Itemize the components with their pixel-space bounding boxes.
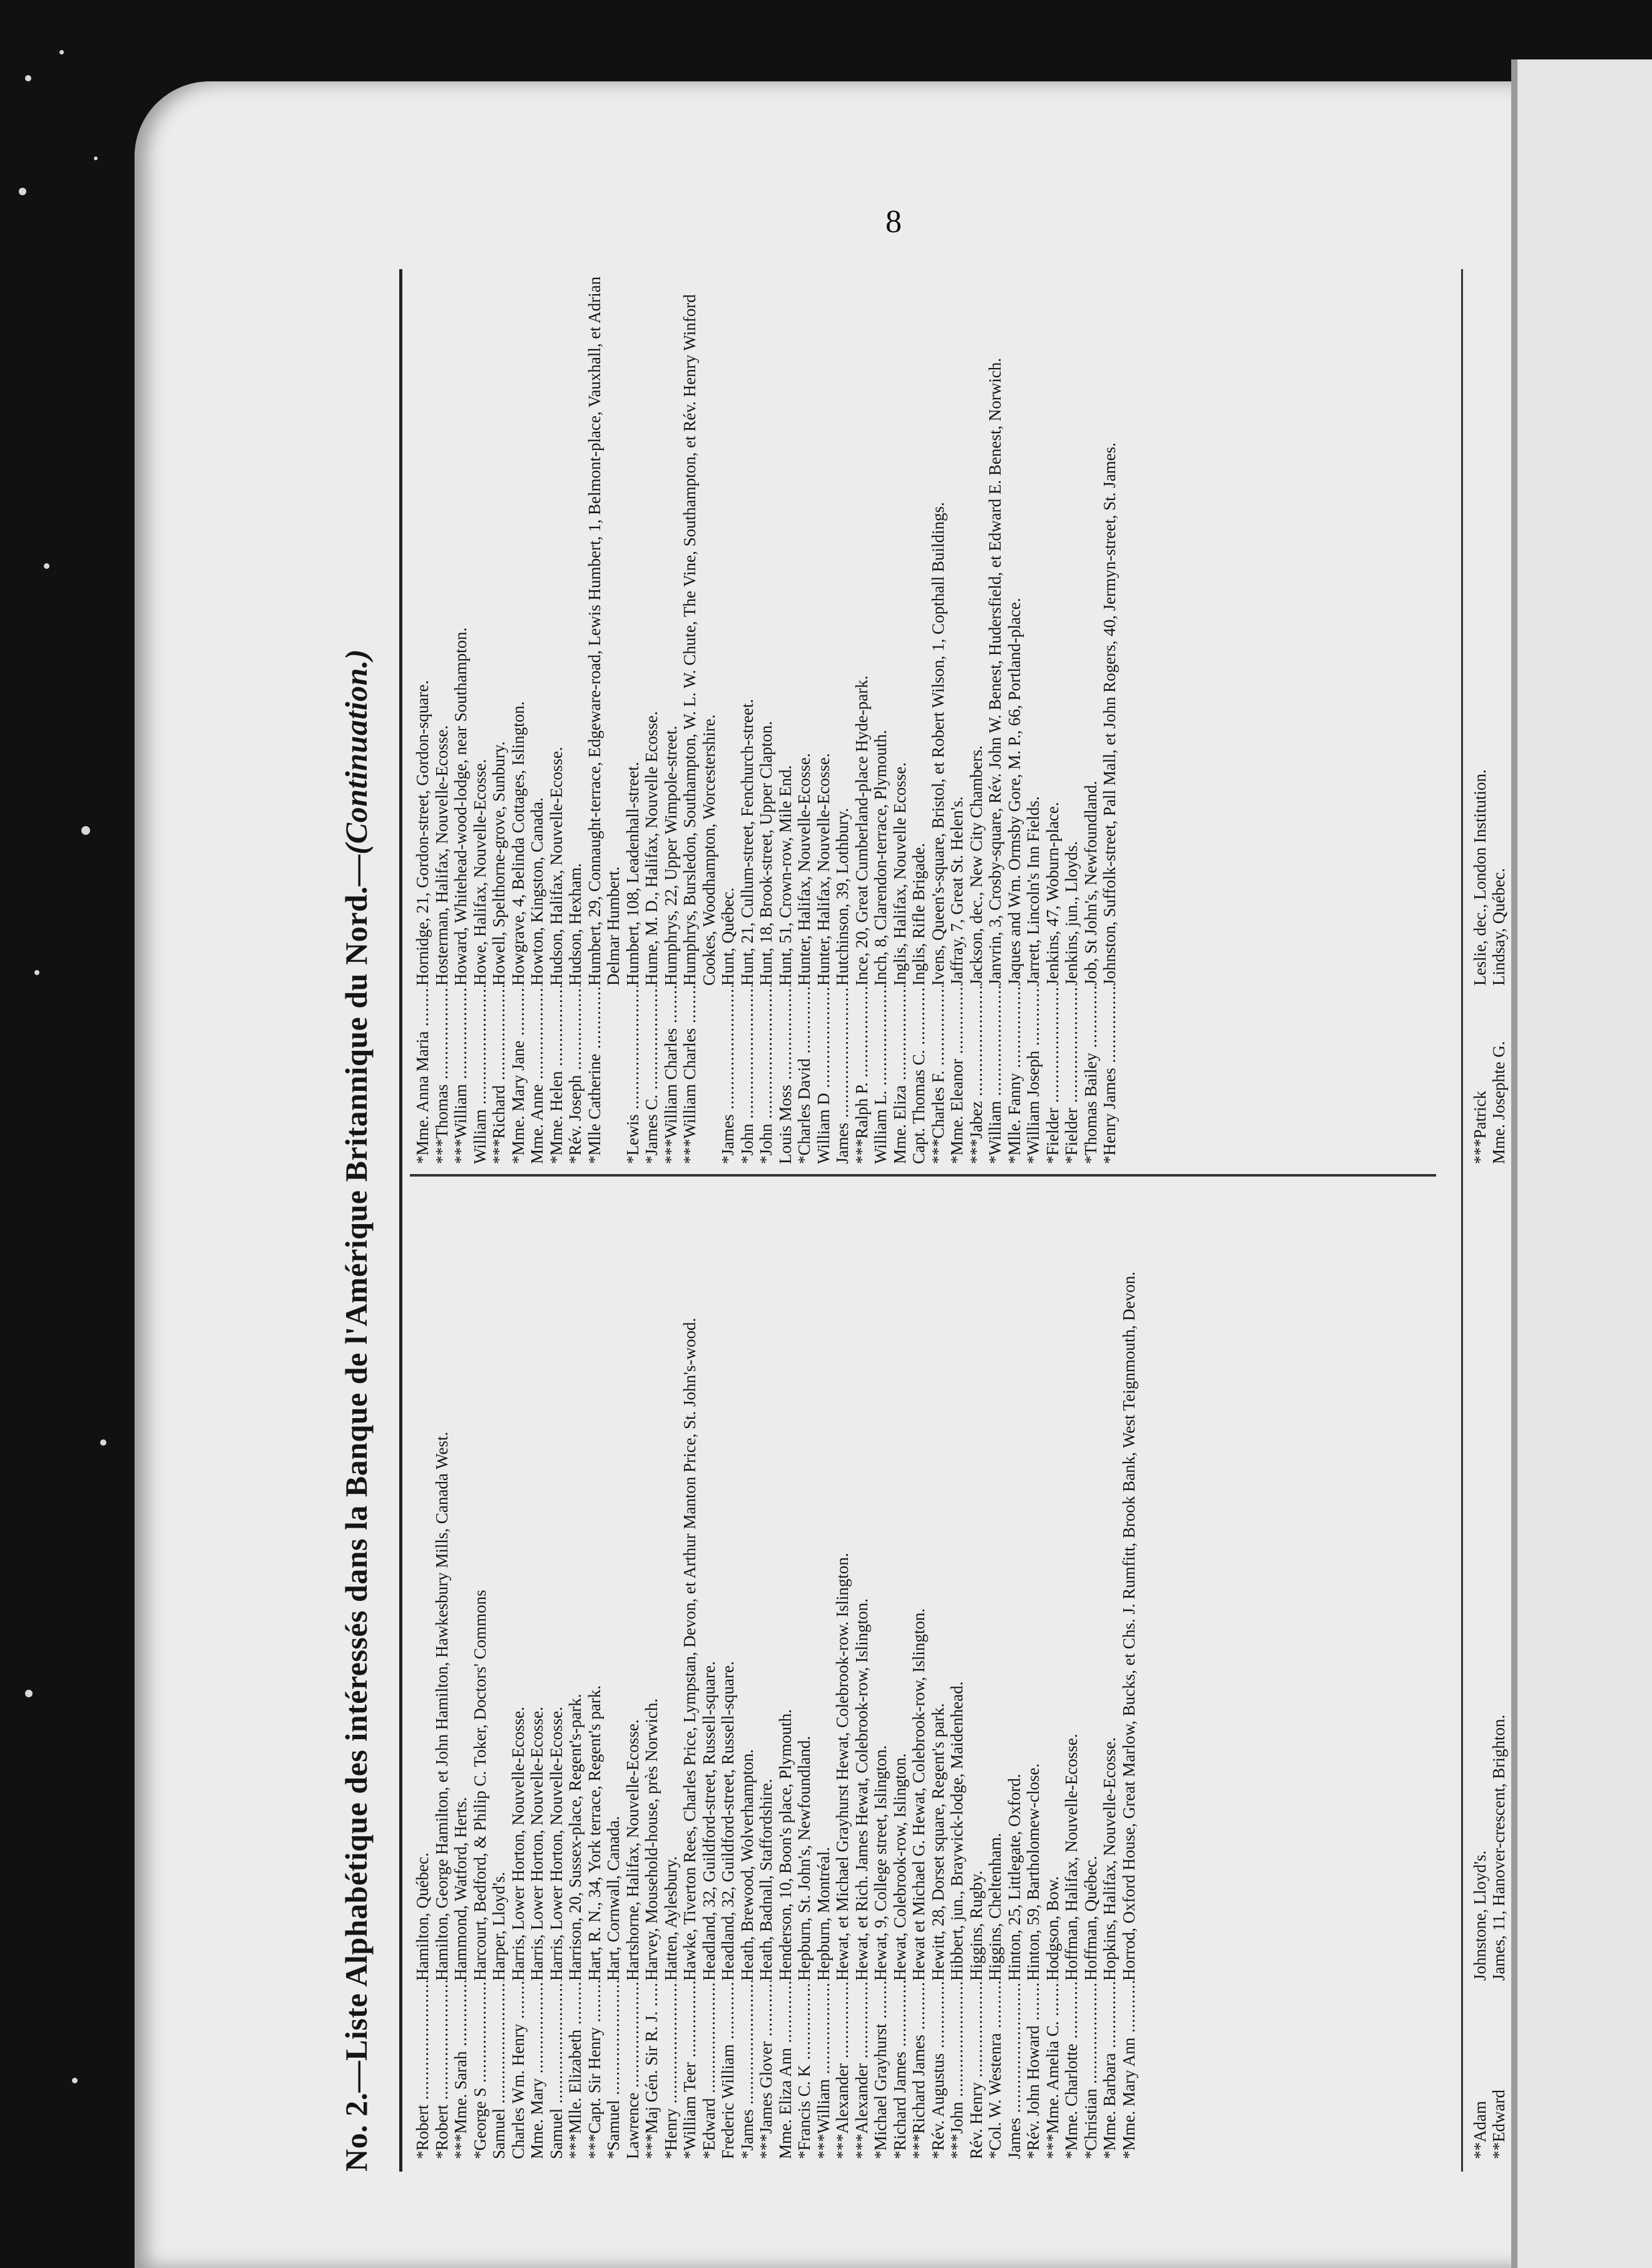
list-entry — [451, 269, 471, 1164]
entry-given-name: William L. ..... — [871, 986, 890, 1164]
entry-given-name: *Mme. Mary Jane ..... — [509, 986, 528, 1164]
list-entry — [509, 1183, 528, 2159]
list-entry — [738, 1183, 757, 2159]
entry-detail: Lindsay, Québec. — [1489, 868, 1508, 986]
list-entry — [1081, 1183, 1101, 2159]
right-column — [413, 269, 1119, 1164]
list-entry — [566, 269, 585, 1164]
entry-detail: Headland, 32, Guildford-street, Russell-square. — [718, 1661, 737, 1981]
entry-detail: Hunt, Québec. — [718, 887, 737, 986]
entry-detail: Hoffman, Halifax, Nouvelle-Ecosse. — [1062, 1734, 1081, 1981]
list-entry — [1119, 1183, 1139, 2159]
entry-given-name: *Mlle Catherine ..... — [585, 986, 604, 1164]
entry-given-name: ***William Charles ..... — [680, 986, 700, 1164]
entry-given-name: *John ..... — [757, 986, 776, 1164]
entry-given-name: ***John ..... — [947, 1981, 967, 2159]
entry-given-name: *James C. ..... — [642, 986, 661, 1164]
entry-detail: Humphrys, 22, Upper Wimpole-street. — [661, 725, 680, 986]
list-entry — [852, 269, 872, 1164]
entry-detail: Hart, R. N., 34, York terrace, Regent's park. — [584, 1685, 604, 1981]
entry-detail: Hopkins, Halifax, Nouvelle-Ecosse. — [1100, 1737, 1119, 1981]
entry-given-name: James ..... — [1005, 1981, 1024, 2159]
entry-given-name: *Mme. Barbara ..... — [1100, 1981, 1119, 2159]
list-entry — [1024, 269, 1043, 1164]
entry-given-name: *Rév. Augustus ..... — [929, 1981, 948, 2159]
entry-detail: Hudson, Halifax, Nouvelle-Ecosse. — [546, 747, 566, 986]
entry-given-name: *Mlle. Fanny ..... — [1005, 986, 1024, 1164]
entry-given-name: ***James Glover ..... — [757, 1981, 776, 2159]
entry-detail: Howgrave, 4, Belinda Cottages, Islington. — [508, 701, 528, 986]
entry-detail: Hinton, 25, Littlegate, Oxford. — [1004, 1774, 1024, 1981]
entry-detail: Humbert, 29, Connaught-terrace, Edgeware-road, Lewis Humbert, 1, Belmont-place, Vauxhall, et Adrian Delmar Humbert. — [584, 276, 623, 986]
entry-given-name: Charles Wm. Henry ..... — [509, 1981, 528, 2159]
list-entry — [1043, 269, 1063, 1164]
list-entry — [833, 269, 852, 1164]
list-entry — [623, 1183, 643, 2159]
list-entry — [566, 1183, 585, 2159]
list-entry — [1100, 269, 1119, 1164]
list-entry — [795, 1183, 814, 2159]
entry-detail: Hodgson, Bow. — [1043, 1876, 1062, 1981]
entry-given-name: *Edward ..... — [700, 1981, 719, 2159]
entry-detail: Harvey, Mousehold-house, près Norwich. — [642, 1698, 661, 1981]
entry-given-name: ***William Charles ..... — [661, 986, 681, 1164]
entry-detail: Harrison, 20, Sussex-place, Regent's-park. — [566, 1693, 584, 1981]
entry-detail: Hewitt, 28, Dorset square, Regent's park. — [928, 1703, 947, 1981]
entry-given-name: Mme. Mary ..... — [528, 1981, 547, 2159]
entry-given-name: Louis Moss ..... — [776, 986, 795, 1164]
partial-entry — [1471, 1851, 1490, 2159]
list-entry — [1043, 1183, 1063, 2159]
list-entry — [967, 1183, 986, 2159]
list-entry — [986, 1183, 1005, 2159]
entry-detail: Job, St John's, Newfoundland. — [1081, 780, 1100, 986]
entry-given-name: *James ..... — [738, 1981, 757, 2159]
list-entry — [528, 269, 547, 1164]
entry-detail: Harris, Lower Horton, Nouvelle-Ecosse. — [508, 1707, 528, 1981]
entry-detail: Hudson, Hexham. — [566, 863, 584, 986]
entry-detail: Jenkins, jun., Lloyds. — [1062, 840, 1081, 986]
entry-detail: Hatten, Aylesbury. — [661, 1856, 680, 1981]
entry-detail: Hume, M. D., Halifax, Nouvelle Ecosse. — [642, 711, 661, 986]
list-entry — [967, 269, 986, 1164]
entry-given-name: *John ..... — [738, 986, 757, 1164]
list-entry — [413, 1183, 432, 2159]
entry-given-name: *Rév. Joseph ..... — [566, 986, 585, 1164]
entry-detail: Howton, Kingston, Canada. — [528, 797, 546, 986]
entry-given-name: *William Teer ..... — [680, 1981, 700, 2159]
entry-given-name: Mme. Josephte G. — [1489, 1041, 1508, 1164]
entry-detail: Jenkins, 47, Woburn-place. — [1043, 802, 1062, 986]
list-entry — [929, 1183, 948, 2159]
list-entry — [1005, 269, 1024, 1164]
list-entry — [451, 1183, 471, 2159]
entry-detail: Hutchinson, 39, Lothbury. — [833, 808, 852, 986]
list-entry — [871, 1183, 890, 2159]
list-entry — [986, 269, 1005, 1164]
entry-detail: Henderson, 10, Boon's place, Plymouth. — [775, 1709, 795, 1981]
list-entry — [489, 269, 509, 1164]
list-entry — [471, 269, 490, 1164]
entry-detail: Hamilton, George Hamilton, et John Hamilton, Hawkesbury Mills, Canada West. — [432, 1431, 451, 1981]
entry-detail: Hinton, 59, Bartholomew-close. — [1024, 1763, 1043, 1981]
entry-given-name: Capt. Thomas C. ..... — [909, 986, 929, 1164]
entry-detail: Heath, Badnall, Staffordshire. — [757, 1779, 775, 1981]
list-entry — [833, 1183, 852, 2159]
entry-given-name: *Michael Grayhurst ..... — [871, 1981, 890, 2159]
entry-given-name: ***William ..... — [814, 1981, 834, 2159]
page-number: 8 — [885, 204, 902, 240]
entry-detail: Harris, Lower Horton, Nouvelle-Ecosse. — [528, 1707, 546, 1981]
list-entry — [909, 1183, 929, 2159]
list-entry — [947, 269, 967, 1164]
list-entry — [929, 269, 948, 1164]
entry-given-name: Mme. Anne ..... — [528, 986, 547, 1164]
list-entry — [718, 1183, 738, 2159]
entry-detail: Hepburn, St. John's, Newfoundland. — [795, 1735, 813, 1981]
entry-given-name: Frederic William ..... — [718, 1981, 738, 2159]
entry-detail: Hawke, Tiverton Rees, Charles Price, Lympstan, Devon, et Arthur Manton Price, St. John's-wood. — [680, 1317, 699, 1981]
list-entry — [680, 1183, 700, 2159]
entry-detail: Howard, Whitehead-wood-lodge, near Southampton. — [451, 627, 470, 986]
list-entry — [776, 1183, 795, 2159]
title-continuation: (Continuation.) — [339, 648, 374, 855]
title-main: No. 2.—Liste Alphabétique des intéressés dans la Banque de l'Amérique Britannique du Nord.— — [339, 854, 374, 2172]
entry-given-name: *Mme. Eleanor ..... — [947, 986, 967, 1164]
entry-detail: Hartshorne, Halifax, Nouvelle-Ecosse. — [623, 1719, 642, 1981]
list-entry — [585, 1183, 604, 2159]
list-entry — [890, 1183, 910, 2159]
entry-detail: Hewat, 9, College street, Islington. — [871, 1745, 890, 1981]
entry-detail: Hewat, et Rich. James Hewat, Colebrook-row, Islington. — [852, 1598, 871, 1981]
entry-detail: Inglis, Halifax, Nouvelle Ecosse. — [890, 762, 909, 986]
entry-detail: James, 11, Hanover-crescent, Brighton. — [1489, 1714, 1508, 1981]
list-entry — [661, 1183, 681, 2159]
entry-given-name: *William Joseph ..... — [1024, 986, 1043, 1164]
entry-detail: Jaques and Wm. Ormsby Gore, M. P., 66, Portland-place. — [1004, 598, 1024, 986]
entry-detail: Hornidge, 21, Gordon-street, Gordon-square. — [413, 680, 432, 986]
entry-given-name: James ..... — [833, 986, 852, 1164]
entry-given-name: *William ..... — [986, 986, 1005, 1164]
entry-given-name: ***Jabez ..... — [967, 986, 986, 1164]
list-entry — [471, 1183, 490, 2159]
entry-detail: Higgins, Cheltenham. — [986, 1832, 1004, 1981]
entry-detail: Inglis, Rifle Brigade. — [909, 843, 928, 986]
entry-detail: Hewat et Michael G. Hewat, Colebrook-row, Islington. — [909, 1608, 928, 1981]
entry-detail: Hunt, 51, Crown-row, Mile End. — [775, 765, 795, 986]
entry-given-name: ***Mme. Amelia C. ..... — [1043, 1981, 1063, 2159]
list-entry — [432, 269, 452, 1164]
entry-detail: Humbert, 108, Leadenhall-street. — [623, 762, 642, 986]
entry-given-name: William ..... — [471, 986, 490, 1164]
entry-detail: Headland, 32, Guildford-street, Russell-square. — [699, 1661, 718, 1981]
entry-given-name: ***Alexander ..... — [833, 1981, 852, 2159]
list-entry — [1062, 269, 1081, 1164]
list-entry — [795, 269, 814, 1164]
list-entry — [757, 1183, 776, 2159]
entry-detail: Heath, Brewood, Wolverhampton. — [737, 1749, 757, 1981]
list-entry — [814, 269, 834, 1164]
entry-detail: Hunter, Halifax, Nouvelle-Ecosse. — [795, 753, 813, 986]
entry-given-name: *Thomas Bailey ..... — [1081, 986, 1101, 1164]
page-title — [338, 294, 374, 2172]
entry-detail: Leslie, dec., London Institution. — [1471, 769, 1489, 986]
list-entry — [776, 269, 795, 1164]
entry-given-name: ***Richard James ..... — [909, 1981, 929, 2159]
entry-given-name: *Mme. Charlotte ..... — [1062, 1981, 1081, 2159]
entry-given-name: *Mme. Helen ..... — [547, 986, 566, 1164]
list-entry — [642, 269, 661, 1164]
entry-given-name: *Fielder ..... — [1062, 986, 1081, 1164]
entry-detail: Johnston, Suffolk-street, Pall Mall, et John Rogers, 40, Jermyn-street, St. James. — [1100, 442, 1119, 986]
entry-detail: Harcourt, Bedford, & Philip C. Toker, Doctors' Commons — [470, 1590, 489, 1981]
entry-given-name: ***Mlle. Elizabeth ..... — [566, 1981, 585, 2159]
rotated-page-content — [325, 169, 1577, 2172]
entry-detail: Horrod, Oxford House, Great Marlow, Bucks, et Chs. J. Rumfitt, Brook Bank, West Teignmouth, Devon. — [1119, 1271, 1138, 1981]
entry-given-name: *Samuel ..... — [604, 1981, 623, 2159]
entry-detail: Hart, Cornwall, Canada. — [604, 1816, 623, 1981]
list-entry — [700, 1183, 719, 2159]
entry-given-name: *Mme. Mary Ann ..... — [1119, 1981, 1139, 2159]
list-entry — [757, 269, 776, 1164]
entry-given-name: Rév. Henry ..... — [967, 1981, 986, 2159]
entry-detail: Jackson, dec., New City Chambers. — [966, 745, 986, 986]
entry-detail: Harper, Lloyd's. — [489, 1872, 508, 1981]
entry-detail: Howe, Halifax, Nouvelle-Ecosse. — [470, 759, 489, 986]
list-entry — [814, 1183, 834, 2159]
bottom-rule — [1461, 269, 1463, 2172]
partial-entry — [1489, 1715, 1509, 2159]
entry-detail: Hewat, et Michael Grayhurst Hewat, Colebrook-row. Islington. — [833, 1553, 852, 1981]
entry-given-name: *Charles David ..... — [795, 986, 814, 1164]
list-entry — [547, 1183, 566, 2159]
entry-given-name: *Francis C. K ..... — [795, 1981, 814, 2159]
entry-given-name: ***Thomas ..... — [432, 986, 452, 1164]
entry-detail: Howell, Spelthorne-grove, Sunbury. — [489, 741, 508, 986]
entry-given-name: *Robert ..... — [413, 1981, 432, 2159]
list-entry — [1062, 1183, 1081, 2159]
list-entry — [947, 1183, 967, 2159]
entry-detail: Johnstone, Lloyd's. — [1471, 1850, 1489, 1981]
list-entry — [547, 269, 566, 1164]
list-entry — [623, 269, 643, 1164]
entry-given-name: Mme. Eliza ..... — [890, 986, 910, 1164]
entry-given-name: ***Capt. Sir Henry ..... — [585, 1981, 604, 2159]
column-divider — [410, 1174, 1436, 1177]
entry-detail: Hosterman, Halifax, Nouvelle-Ecosse. — [432, 725, 451, 986]
list-entry — [1081, 269, 1101, 1164]
entry-given-name: *Richard James ..... — [890, 1981, 910, 2159]
entry-detail: Hunt, 21, Cullum-street, Fenchurch-street. — [737, 698, 757, 986]
entry-given-name: ***Richard ..... — [489, 986, 509, 1164]
entry-given-name: *Col. W. Westenra ..... — [986, 1981, 1005, 2159]
list-entry — [852, 1183, 872, 2159]
entry-detail: Jarrett, Lincoln's Inn Fields. — [1024, 796, 1043, 986]
list-entry — [718, 269, 738, 1164]
entry-detail: Ivens, Queen's-square, Bristol, et Robert Wilson, 1, Copthall Buildings. — [928, 502, 947, 986]
partial-entry — [1471, 769, 1490, 1164]
list-entry — [738, 269, 757, 1164]
entry-given-name: *James ..... — [718, 986, 738, 1164]
entry-detail: Hewat, Colebrook-row, Islington. — [890, 1753, 909, 1981]
list-entry — [680, 269, 718, 1164]
list-entry — [1005, 1183, 1024, 2159]
entry-given-name: *Robert ..... — [432, 1981, 452, 2159]
list-entry — [432, 1183, 452, 2159]
entry-detail: Ince, 20, Great Cumberland-place Hyde-park. — [852, 675, 871, 986]
entry-given-name: William D ..... — [814, 986, 834, 1164]
entry-given-name: ***Alexander ..... — [852, 1981, 872, 2159]
entry-given-name: Mme. Eliza Ann ..... — [776, 1981, 795, 2159]
entry-detail: Hibbert, jun., Braywick-lodge, Maidenhead. — [947, 1681, 966, 1981]
entry-detail: Janvrin, 3, Crosby-square, Rév. John W. Benest, Hudersfield, et Edward E. Benest, Norwich. — [986, 357, 1004, 986]
entry-given-name: *Henry James ..... — [1100, 986, 1119, 1164]
list-entry — [489, 1183, 509, 2159]
list-entry — [604, 1183, 623, 2159]
entry-detail: Hunt, 18, Brook-street, Upper Clapton. — [757, 721, 775, 986]
entry-given-name: *Henry ..... — [661, 1981, 681, 2159]
list-entry — [413, 269, 432, 1164]
entry-given-name: *Rév. John Howard ..... — [1024, 1981, 1043, 2159]
entry-given-name: Lawrence ..... — [623, 1981, 643, 2159]
list-entry — [1100, 1183, 1119, 2159]
entry-given-name: *Christian ..... — [1081, 1981, 1101, 2159]
list-entry — [661, 269, 681, 1164]
entry-given-name: *George S ..... — [471, 1981, 490, 2159]
list-entry — [528, 1183, 547, 2159]
entry-given-name: *Fielder ..... — [1043, 986, 1063, 1164]
entry-given-name: *Lewis ..... — [623, 986, 643, 1164]
title-rule — [399, 269, 402, 2172]
entry-given-name: **Adam — [1471, 2101, 1489, 2159]
entry-given-name: ***Ralph P. ..... — [852, 986, 872, 1164]
entry-given-name: Samuel ..... — [547, 1981, 566, 2159]
list-entry — [909, 269, 929, 1164]
list-entry — [1024, 1183, 1043, 2159]
entry-detail: Higgins, Rugby. — [966, 1870, 986, 1981]
entry-detail: Hoffman, Québec. — [1081, 1856, 1100, 1981]
entry-given-name: **Edward — [1489, 2090, 1508, 2159]
entry-detail: Hammond, Watford, Herts. — [451, 1797, 470, 1981]
entry-given-name: ***William ..... — [451, 986, 471, 1164]
list-entry — [871, 269, 890, 1164]
list-entry — [585, 269, 623, 1164]
entry-given-name: ***Patrick — [1471, 1091, 1489, 1164]
entry-detail: Harris, Lower Horton, Nouvelle-Ecosse. — [546, 1707, 566, 1981]
entry-given-name: ***Maj Gén. Sir R. J. ..... — [642, 1981, 661, 2159]
entry-detail: Inch, 8, Clarendon-terrace, Plymouth. — [871, 730, 890, 986]
entry-detail: Jaffray, 7, Great St. Helen's. — [947, 796, 966, 986]
list-entry — [642, 1183, 661, 2159]
entry-detail: Humphrys, Bursledon, Southampton, W. L. W. Chute, The Vine, Southampton, et Rév. Henry Winford Cookes, Woodhampton, Worcestershire. — [680, 294, 718, 986]
entry-given-name: ***Charles F. ..... — [929, 986, 948, 1164]
entry-detail: Hepburn, Montréal. — [813, 1847, 833, 1981]
list-entry — [509, 269, 528, 1164]
entry-detail: Hunter, Halifax, Nouvelle-Ecosse. — [813, 753, 833, 986]
entry-given-name: Samuel ..... — [489, 1981, 509, 2159]
entry-given-name: ***Mme. Sarah ..... — [451, 1981, 471, 2159]
list-entry — [890, 269, 910, 1164]
partial-entry — [1489, 868, 1509, 1164]
left-column — [413, 1183, 1138, 2159]
entry-given-name: *Mme. Anna Maria ..... — [413, 986, 432, 1164]
entry-detail: Hamilton, Québec. — [413, 1852, 432, 1981]
